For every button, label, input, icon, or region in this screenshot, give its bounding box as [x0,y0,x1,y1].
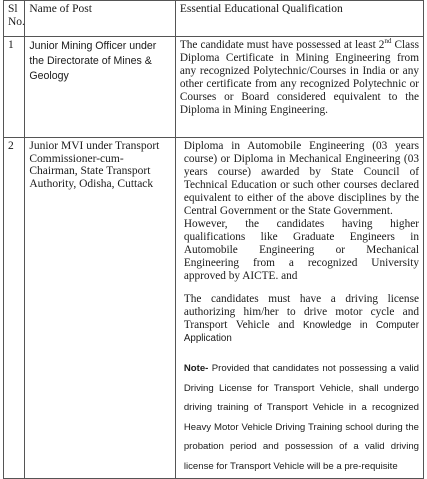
header-sl-no: Sl No. [4,1,25,37]
header-qualification: Essential Educational Qualification [175,1,423,37]
table-row [4,37,424,138]
table-row [4,138,424,479]
row-qualification [175,37,423,138]
row-qualification [175,138,423,479]
ordinal-suffix: nd [384,37,392,46]
table-header-row [4,1,424,37]
note-text: Provided that candidates not possessing a valid Driving License for Transport Vehicle, shall undergo driving training of Transport Vehicle in a recognized Heavy Motor Vehicle Driving Training school during the probation period and possession of a valid driving license for Transport Vehicle will be a pre-requisite [183,363,419,472]
row-post-name: Junior Mining Officer under the Directorate of Mines & Geology [25,37,176,138]
qualification-paragraph [184,293,419,345]
qualification-text-start: The candidate must have possessed at least 2 [179,39,385,51]
qualification-text-end: Class Diploma Certificate in Mining Engineering from any recognized Polytechnic/Courses in India or any other certificate from any recognized Polytechnic or Courses or Board considered equivalent to the Diploma in Mining Engineering. [179,39,419,116]
qualification-paragraph: Diploma in Automobile Engineering (03 years course) or Diploma in Mechanical Engineering (03 years course) awarded by State Council of Technical Education or such other courses declared equivalent to either of the above disciplines by the Central Government or the State Government. [183,140,419,217]
header-name-of-post: Name of Post [25,1,176,37]
qualification-table [3,0,424,479]
qualification-paragraph: However, the candidates having higher qualifications like Graduate Engineers in Automobile Engineering or Mechanical Engineering from a recognized University approved by AICTE. and [183,218,419,282]
document-page [3,0,424,477]
computer-knowledge-text: Knowledge in Computer Application [183,320,419,344]
note-paragraph [184,359,419,476]
row-sl-number: 2 [4,138,25,479]
row-sl-number: 1 [4,37,25,138]
row-post-name: Junior MVI under Transport Commissioner-cum-Chairman, State Transport Authority, Odisha, Cuttack [25,138,176,479]
note-label: Note- [183,363,209,374]
driving-license-text: The candidates must have a driving license authorizing him/her to drive motor cycle and Transport Vehicle and [183,293,419,331]
